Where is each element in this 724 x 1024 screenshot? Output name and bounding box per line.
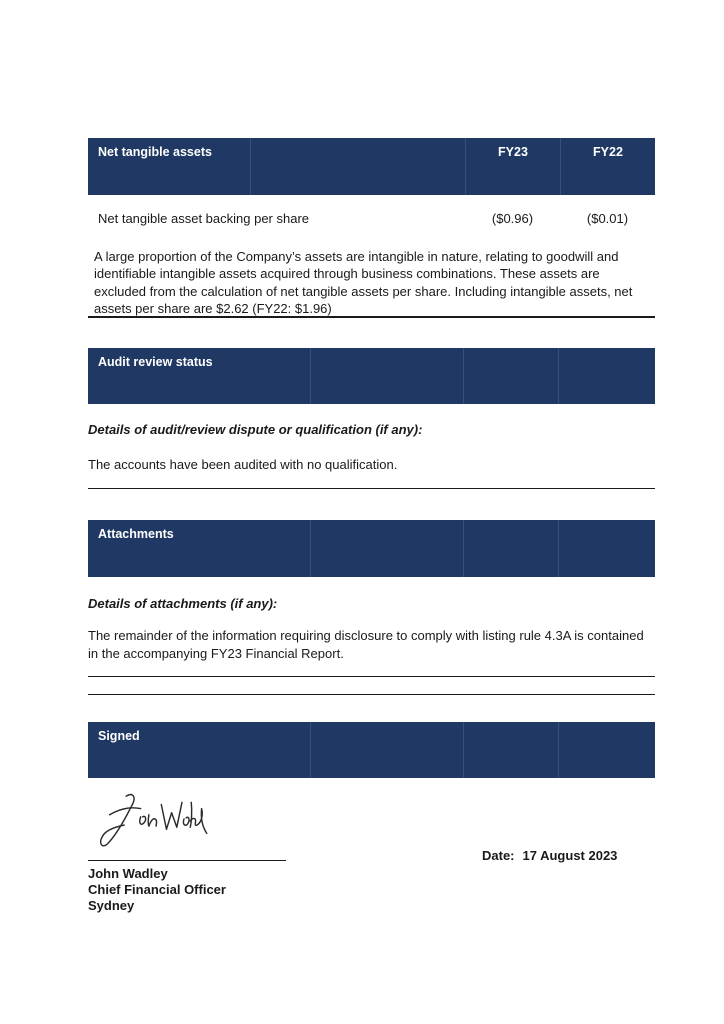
attachments-empty-cell [463,520,558,577]
signed-header-label: Signed [98,729,140,743]
audit-empty-cell [558,348,655,404]
section-divider [88,316,655,318]
attachments-empty-cell [310,520,463,577]
attachments-empty-cell [558,520,655,577]
section-divider [88,488,655,489]
net-tangible-assets-header-label: Net tangible assets [98,145,212,159]
signatory-title: Chief Financial Officer [88,882,226,897]
net-tangible-backing-label: Net tangible asset backing per share [98,211,310,226]
net-tangible-assets-empty-cell [250,138,465,195]
audit-empty-cell [463,348,558,404]
signatory-block [88,866,226,914]
date-label: Date: [482,848,515,863]
audit-review-status-header-label: Audit review status [98,355,213,369]
section-divider [88,694,655,695]
net-tangible-backing-fy22-value: ($0.01) [586,211,629,226]
fy22-column-header: FY22 [560,138,655,195]
attachments-header-bar [88,520,655,577]
attachments-details-text: The remainder of the information requiring disclosure to comply with listing rule 4.3A is contained in the accompanying FY23 Financial Report. [88,628,644,661]
net-tangible-backing-row [88,211,655,226]
audit-details-text: The accounts have been audited with no qualification. [88,457,398,472]
fy23-column-header: FY23 [465,138,560,195]
signed-empty-cell [463,722,558,778]
date-line [482,848,617,863]
audit-review-status-header-bar [88,348,655,404]
signed-empty-cell [558,722,655,778]
audit-empty-cell [310,348,463,404]
signatory-name: John Wadley [88,866,168,881]
attachments-details-label: Details of attachments (if any): [88,596,278,611]
audit-details-label: Details of audit/review dispute or qualification (if any): [88,422,423,437]
signatory-city: Sydney [88,898,135,913]
signature-line [88,860,286,861]
signed-empty-cell [310,722,463,778]
signature-image [92,790,212,852]
net-tangible-backing-fy23-value: ($0.96) [491,211,534,226]
net-tangible-note: A large proportion of the Company’s assets are intangible in nature, relating to goodwill and identifiable intangible assets acquired through business combinations. These assets are excluded from the calculation of net tangible assets per share. Including intangible assets, net assets per share are $2.62 (FY22: $1.96) [94,249,633,316]
net-tangible-assets-header-bar [88,138,655,195]
section-divider [88,676,655,677]
attachments-header-label: Attachments [98,527,174,541]
signed-header-bar [88,722,655,778]
date-value: 17 August 2023 [522,848,618,863]
